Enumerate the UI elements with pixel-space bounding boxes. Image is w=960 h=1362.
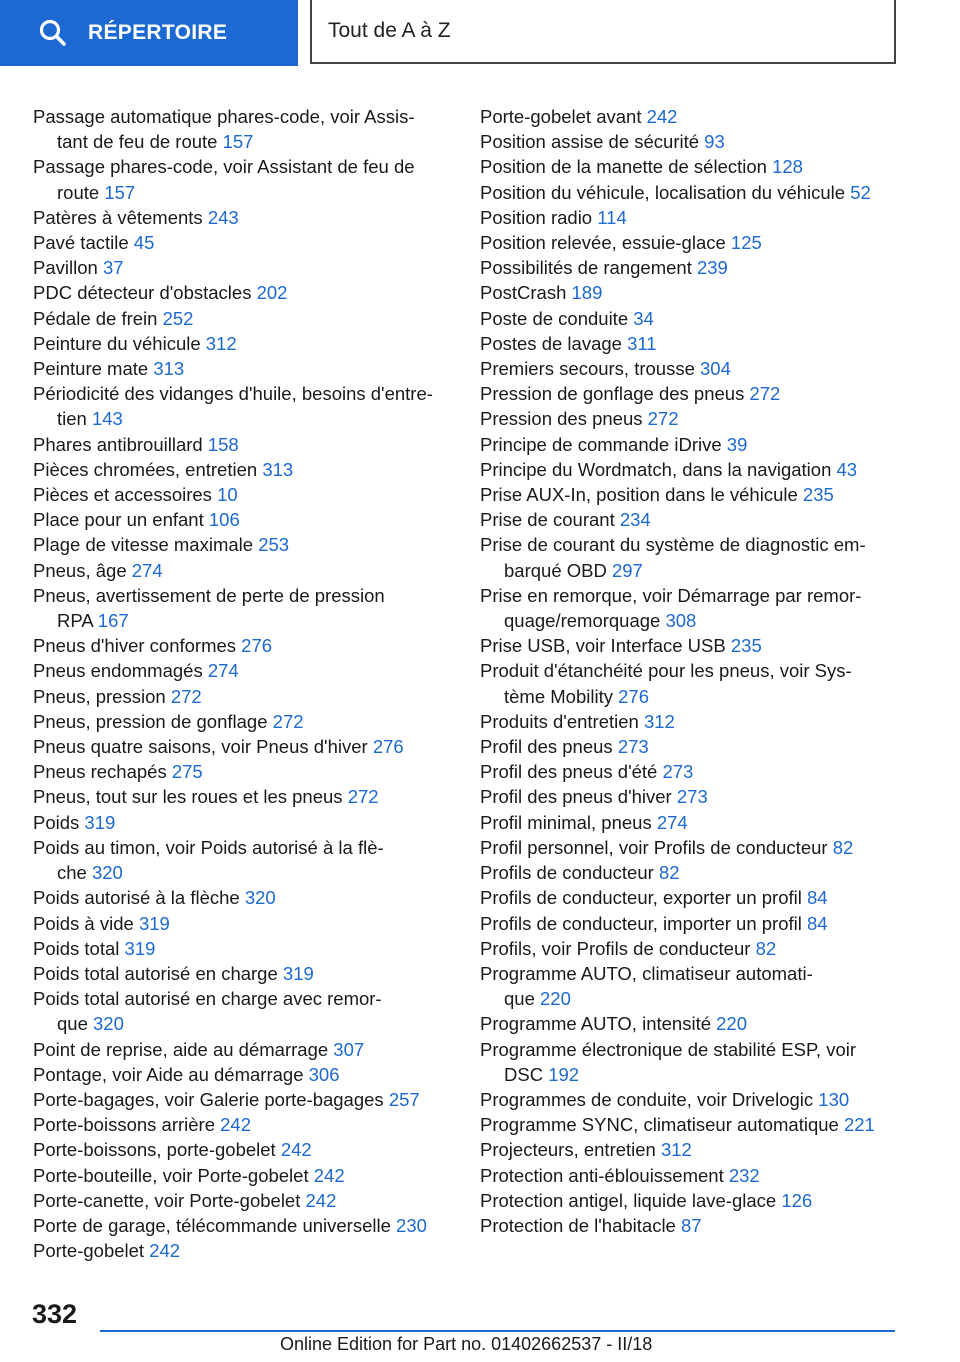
page-link[interactable]: 235 bbox=[802, 484, 834, 506]
entry-text: Profil des pneus d'été bbox=[480, 761, 658, 783]
entry-text: Patères à vêtements bbox=[33, 206, 203, 228]
entry-continuation-text: che bbox=[57, 862, 87, 884]
entry-text: Projecteurs, entretien bbox=[480, 1139, 656, 1161]
entry-text: Premiers secours, trousse bbox=[480, 358, 695, 380]
index-entry bbox=[33, 1238, 463, 1263]
entry-text: Profil personnel, voir Profils de conducteur bbox=[480, 836, 828, 858]
index-entry bbox=[33, 306, 463, 331]
index-entry bbox=[33, 734, 463, 759]
entry-text: PostCrash bbox=[480, 282, 567, 304]
entry-text: Phares antibrouillard bbox=[33, 433, 203, 455]
page-link[interactable]: 126 bbox=[781, 1189, 813, 1211]
page-link[interactable]: 84 bbox=[807, 887, 828, 909]
page-link[interactable]: 114 bbox=[597, 206, 627, 228]
index-entry bbox=[480, 1087, 920, 1112]
entry-continuation-text: que bbox=[57, 1013, 88, 1035]
index-entry bbox=[33, 280, 463, 305]
entry-text: Profils de conducteur, importer un profil bbox=[480, 912, 802, 934]
index-entry bbox=[480, 255, 920, 280]
index-entry bbox=[480, 532, 920, 582]
entry-text: Poids total autorisé en charge avec remor- bbox=[33, 988, 382, 1010]
page-link[interactable]: 158 bbox=[207, 433, 239, 455]
page-link[interactable]: 220 bbox=[540, 988, 571, 1010]
index-entry bbox=[480, 205, 920, 230]
entry-text: Programme AUTO, climatiseur automati- bbox=[480, 962, 813, 984]
entry-continuation-text: tème Mobility bbox=[504, 685, 613, 707]
entry-text: Porte-bagages, voir Galerie porte-bagages bbox=[33, 1088, 384, 1110]
page-link[interactable]: 34 bbox=[633, 307, 654, 329]
entry-text: Principe du Wordmatch, dans la navigation bbox=[480, 458, 832, 480]
index-entry bbox=[480, 961, 920, 1011]
index-entry bbox=[480, 911, 920, 936]
page-link[interactable]: 143 bbox=[91, 408, 123, 430]
page-link[interactable]: 253 bbox=[258, 534, 290, 556]
page-link[interactable]: 272 bbox=[749, 383, 781, 405]
index-entry bbox=[480, 1137, 920, 1162]
page-link[interactable]: 192 bbox=[548, 1063, 580, 1085]
entry-text: Pneus d'hiver conformes bbox=[33, 635, 237, 657]
index-entry bbox=[480, 180, 920, 205]
index-entry bbox=[480, 432, 920, 457]
page-link[interactable]: 39 bbox=[726, 433, 748, 455]
entry-text: Pneus, pression de gonflage bbox=[33, 710, 268, 732]
page-link[interactable]: 87 bbox=[681, 1214, 702, 1236]
entry-text: Position assise de sécurité bbox=[480, 131, 700, 153]
entry-continuation bbox=[492, 1062, 920, 1087]
page-link[interactable]: 242 bbox=[220, 1114, 252, 1136]
page-link[interactable]: 304 bbox=[700, 358, 731, 380]
entry-text: Passage automatique phares-code, voir Assis- bbox=[33, 106, 415, 127]
page-link[interactable]: 274 bbox=[207, 660, 239, 682]
page-link[interactable]: 276 bbox=[241, 635, 273, 657]
page-link[interactable]: 275 bbox=[171, 761, 203, 783]
entry-continuation-text: que bbox=[504, 988, 535, 1010]
page-link[interactable]: 311 bbox=[627, 332, 657, 354]
index-entry bbox=[33, 507, 463, 532]
entry-text: Position de la manette de sélection bbox=[480, 156, 767, 178]
repertoire-button[interactable] bbox=[0, 0, 298, 66]
index-entry bbox=[33, 936, 463, 961]
entry-text: Position du véhicule, localisation du véhicule bbox=[480, 181, 846, 203]
page-link[interactable]: 274 bbox=[131, 559, 163, 581]
entry-text: Position radio bbox=[480, 206, 593, 228]
entry-text: Porte de garage, télécommande universelle bbox=[33, 1214, 391, 1236]
index-entry bbox=[33, 1137, 463, 1162]
entry-text: PDC détecteur d'obstacles bbox=[33, 282, 252, 304]
entry-text: Plage de vitesse maximale bbox=[33, 534, 254, 556]
entry-continuation bbox=[45, 406, 463, 431]
page-link[interactable]: 45 bbox=[133, 232, 155, 254]
index-entry bbox=[480, 104, 920, 129]
entry-text: Profil minimal, pneus bbox=[480, 811, 652, 833]
page-link[interactable]: 128 bbox=[772, 156, 803, 178]
page-link[interactable]: 93 bbox=[704, 131, 725, 153]
index-entry bbox=[480, 583, 920, 633]
index-entry bbox=[480, 835, 920, 860]
entry-text: Pneus endommagés bbox=[33, 660, 203, 682]
page-number: 332 bbox=[32, 1299, 78, 1329]
index-column-left bbox=[33, 104, 463, 1263]
entry-text: Poste de conduite bbox=[480, 307, 629, 329]
tab-a-to-z-label: Tout de A à Z bbox=[328, 19, 451, 42]
index-entry bbox=[480, 1188, 920, 1213]
entry-continuation-text: route bbox=[57, 181, 100, 203]
index-entry bbox=[33, 154, 463, 204]
page-link[interactable]: 189 bbox=[571, 282, 603, 304]
page-link[interactable]: 312 bbox=[643, 710, 675, 732]
page-link[interactable]: 306 bbox=[308, 1063, 340, 1085]
page-link[interactable]: 242 bbox=[280, 1139, 312, 1161]
page-link[interactable]: 307 bbox=[333, 1038, 365, 1060]
entry-text: Postes de lavage bbox=[480, 332, 622, 354]
page-link[interactable]: 273 bbox=[676, 786, 708, 808]
index-entry bbox=[33, 759, 463, 784]
index-entry bbox=[480, 129, 920, 154]
page-link[interactable]: 82 bbox=[832, 836, 854, 858]
index-entry bbox=[33, 911, 463, 936]
index-entry bbox=[33, 835, 463, 885]
index-entry bbox=[480, 734, 920, 759]
entry-text: Profils, voir Profils de conducteur bbox=[480, 937, 751, 959]
index-entry bbox=[33, 810, 463, 835]
index-entry bbox=[480, 1037, 920, 1087]
index-entry bbox=[480, 482, 920, 507]
entry-continuation-text: tien bbox=[57, 408, 87, 430]
entry-text: Poids au timon, voir Poids autorisé à la flè- bbox=[33, 836, 384, 858]
entry-text: Point de reprise, aide au démarrage bbox=[33, 1038, 329, 1060]
page-link[interactable]: 320 bbox=[93, 1013, 124, 1035]
page-link[interactable]: 308 bbox=[665, 610, 697, 632]
entry-continuation-text: quage/remorquage bbox=[504, 610, 661, 632]
index-entry bbox=[480, 507, 920, 532]
entry-text: Pneus rechapés bbox=[33, 761, 167, 783]
entry-text: Programmes de conduite, voir Drivelogic bbox=[480, 1088, 814, 1110]
page-link[interactable]: 125 bbox=[730, 232, 762, 254]
page-link[interactable]: 130 bbox=[818, 1088, 850, 1110]
page-link[interactable]: 257 bbox=[388, 1088, 420, 1110]
index-entry bbox=[33, 633, 463, 658]
entry-continuation-text: RPA bbox=[57, 610, 93, 632]
page-link[interactable]: 320 bbox=[91, 862, 123, 884]
index-entry bbox=[480, 1163, 920, 1188]
page-link[interactable]: 157 bbox=[104, 181, 136, 203]
index-entry bbox=[33, 1163, 463, 1188]
entry-continuation bbox=[492, 684, 920, 709]
page-link[interactable]: 230 bbox=[396, 1214, 427, 1236]
page-link[interactable]: 242 bbox=[646, 106, 678, 127]
page-link[interactable]: 297 bbox=[611, 559, 643, 581]
page-link[interactable]: 319 bbox=[124, 937, 156, 959]
entry-text: Poids total bbox=[33, 937, 120, 959]
entry-text: Pièces chromées, entretien bbox=[33, 458, 258, 480]
index-entry bbox=[33, 331, 463, 356]
entry-text: Poids autorisé à la flèche bbox=[33, 887, 240, 909]
entry-text: Prise AUX-In, position dans le véhicule bbox=[480, 484, 798, 506]
page-link[interactable]: 106 bbox=[208, 509, 240, 531]
page-link[interactable]: 221 bbox=[843, 1114, 875, 1136]
entry-text: Position relevée, essuie-glace bbox=[480, 232, 726, 254]
entry-text: Pression des pneus bbox=[480, 408, 643, 430]
entry-text: Pontage, voir Aide au démarrage bbox=[33, 1063, 304, 1085]
page-link[interactable]: 37 bbox=[102, 257, 124, 279]
entry-text: Principe de commande iDrive bbox=[480, 433, 722, 455]
index-entry bbox=[480, 633, 920, 658]
page-link[interactable]: 82 bbox=[755, 937, 777, 959]
entry-text: Porte-gobelet avant bbox=[480, 106, 642, 127]
entry-text: Profil des pneus d'hiver bbox=[480, 786, 672, 808]
index-entry bbox=[33, 255, 463, 280]
index-entry bbox=[33, 1112, 463, 1137]
page-link[interactable]: 167 bbox=[97, 610, 129, 632]
index-entry bbox=[33, 482, 463, 507]
page-link[interactable]: 10 bbox=[217, 484, 238, 506]
page-link[interactable]: 52 bbox=[850, 181, 871, 203]
entry-text: Possibilités de rangement bbox=[480, 257, 692, 279]
entry-continuation bbox=[45, 860, 463, 885]
entry-continuation bbox=[45, 1011, 463, 1036]
entry-text: Peinture mate bbox=[33, 358, 149, 380]
index-entry bbox=[480, 381, 920, 406]
entry-text: Protection antigel, liquide lave-glace bbox=[480, 1189, 777, 1211]
entry-text: Porte-canette, voir Porte-gobelet bbox=[33, 1189, 301, 1211]
page-link[interactable]: 273 bbox=[617, 736, 649, 758]
entry-text: Programme électronique de stabilité ESP, voir bbox=[480, 1038, 857, 1060]
entry-continuation bbox=[45, 129, 463, 154]
index-entry bbox=[33, 104, 463, 154]
page-link[interactable]: 272 bbox=[170, 685, 202, 707]
page-link[interactable]: 313 bbox=[153, 358, 185, 380]
page-link[interactable]: 220 bbox=[716, 1013, 748, 1035]
entry-continuation bbox=[492, 986, 920, 1011]
entry-continuation-text: barqué OBD bbox=[504, 559, 607, 581]
tab-a-to-z[interactable] bbox=[310, 0, 896, 64]
page-link[interactable]: 319 bbox=[282, 962, 314, 984]
page-link[interactable]: 235 bbox=[730, 635, 762, 657]
index-entry bbox=[33, 381, 463, 431]
entry-text: Profils de conducteur, exporter un profil bbox=[480, 887, 802, 909]
index-entry bbox=[33, 709, 463, 734]
entry-text: Programme AUTO, intensité bbox=[480, 1013, 711, 1035]
entry-text: Pression de gonflage des pneus bbox=[480, 383, 745, 405]
page-link[interactable]: 234 bbox=[619, 509, 651, 531]
page-link[interactable]: 242 bbox=[313, 1164, 345, 1186]
page-link[interactable]: 273 bbox=[662, 761, 694, 783]
index-entry bbox=[33, 658, 463, 683]
page-link[interactable]: 43 bbox=[836, 458, 858, 480]
entry-text: Peinture du véhicule bbox=[33, 332, 201, 354]
entry-text: Pneus, tout sur les roues et les pneus bbox=[33, 786, 343, 808]
index-entry bbox=[33, 457, 463, 482]
index-entry bbox=[33, 1213, 463, 1238]
entry-text: Produits d'entretien bbox=[480, 710, 639, 732]
page-link[interactable]: 272 bbox=[347, 786, 379, 808]
page-link[interactable]: 312 bbox=[205, 332, 237, 354]
index-entry bbox=[33, 205, 463, 230]
repertoire-label: RÉPERTOIRE bbox=[88, 21, 228, 44]
index-entry bbox=[480, 356, 920, 381]
page-link[interactable]: 239 bbox=[696, 257, 728, 279]
index-entry bbox=[480, 1213, 920, 1238]
index-entry bbox=[33, 1062, 463, 1087]
entry-text: Porte-boissons, porte-gobelet bbox=[33, 1139, 276, 1161]
entry-text: Pavé tactile bbox=[33, 232, 129, 254]
page-link[interactable]: 272 bbox=[272, 710, 304, 732]
entry-text: Pédale de frein bbox=[33, 307, 158, 329]
entry-text: Porte-bouteille, voir Porte-gobelet bbox=[33, 1164, 309, 1186]
entry-text: Passage phares-code, voir Assistant de feu de bbox=[33, 156, 415, 178]
entry-continuation-text: tant de feu de route bbox=[57, 131, 218, 153]
index-entry bbox=[33, 583, 463, 633]
entry-text: Programme SYNC, climatiseur automatique bbox=[480, 1114, 839, 1136]
entry-continuation bbox=[492, 558, 920, 583]
page-link[interactable]: 276 bbox=[618, 685, 649, 707]
page-link[interactable]: 252 bbox=[162, 307, 194, 329]
search-icon bbox=[38, 18, 68, 48]
entry-continuation bbox=[45, 608, 463, 633]
index-entry bbox=[33, 986, 463, 1036]
index-entry bbox=[480, 759, 920, 784]
entry-text: Pavillon bbox=[33, 257, 98, 279]
index-entry bbox=[33, 961, 463, 986]
index-entry bbox=[480, 331, 920, 356]
entry-text: Prise en remorque, voir Démarrage par remor- bbox=[480, 584, 862, 606]
page-link[interactable]: 242 bbox=[305, 1189, 337, 1211]
entry-text: Poids total autorisé en charge bbox=[33, 962, 278, 984]
index-entry bbox=[33, 558, 463, 583]
page-link[interactable]: 243 bbox=[207, 206, 239, 228]
page-link[interactable]: 202 bbox=[256, 282, 288, 304]
page-link[interactable]: 272 bbox=[647, 408, 679, 430]
index-entry bbox=[33, 885, 463, 910]
entry-text: Prise de courant du système de diagnostic em- bbox=[480, 534, 866, 556]
entry-text: Pneus, âge bbox=[33, 559, 127, 581]
header bbox=[0, 0, 960, 68]
page-link[interactable]: 157 bbox=[222, 131, 254, 153]
page-link[interactable]: 82 bbox=[658, 862, 680, 884]
entry-text: Profils de conducteur bbox=[480, 862, 654, 884]
entry-text: Périodicité des vidanges d'huile, besoins d'entre- bbox=[33, 383, 433, 405]
entry-text: Pneus, pression bbox=[33, 685, 166, 707]
page-link[interactable]: 319 bbox=[84, 811, 116, 833]
index-entry bbox=[33, 684, 463, 709]
entry-continuation-text: DSC bbox=[504, 1063, 544, 1085]
index-entry bbox=[480, 154, 920, 179]
index-entry bbox=[480, 1011, 920, 1036]
entry-text: Profil des pneus bbox=[480, 736, 613, 758]
page-link[interactable]: 319 bbox=[138, 912, 170, 934]
entry-text: Poids bbox=[33, 811, 80, 833]
index-entry bbox=[480, 280, 920, 305]
index-entry bbox=[480, 658, 920, 708]
entry-continuation bbox=[492, 608, 920, 633]
page-link[interactable]: 320 bbox=[244, 887, 276, 909]
index-entry bbox=[480, 810, 920, 835]
index-entry bbox=[480, 784, 920, 809]
entry-text: Porte-boissons arrière bbox=[33, 1114, 215, 1136]
entry-text: Protection anti-éblouissement bbox=[480, 1164, 724, 1186]
footer-divider bbox=[100, 1330, 895, 1332]
index-column-right bbox=[480, 104, 920, 1238]
index-entry bbox=[480, 457, 920, 482]
entry-text: Place pour un enfant bbox=[33, 509, 204, 531]
index-entry bbox=[480, 406, 920, 431]
entry-text: Prise de courant bbox=[480, 509, 615, 531]
index-entry bbox=[480, 230, 920, 255]
page-link[interactable]: 232 bbox=[728, 1164, 760, 1186]
index-entry bbox=[33, 1188, 463, 1213]
index-entry bbox=[33, 1087, 463, 1112]
index-entry bbox=[480, 1112, 920, 1137]
footer bbox=[280, 1334, 652, 1355]
entry-text: Porte-gobelet bbox=[33, 1240, 145, 1262]
entry-text: Produit d'étanchéité pour les pneus, voir Sys- bbox=[480, 660, 852, 682]
index-entry bbox=[480, 936, 920, 961]
page-link[interactable]: 274 bbox=[656, 811, 688, 833]
index-entry bbox=[33, 532, 463, 557]
page-link[interactable]: 242 bbox=[149, 1240, 181, 1262]
page-link[interactable]: 84 bbox=[807, 912, 828, 934]
entry-text: Protection de l'habitacle bbox=[480, 1214, 676, 1236]
index-entry bbox=[480, 306, 920, 331]
index-entry bbox=[33, 230, 463, 255]
index-entry bbox=[480, 885, 920, 910]
index-entry bbox=[33, 356, 463, 381]
entry-text: Prise USB, voir Interface USB bbox=[480, 635, 726, 657]
index-entry bbox=[33, 784, 463, 809]
entry-text: Pneus, avertissement de perte de pression bbox=[33, 584, 385, 606]
index-entry bbox=[480, 860, 920, 885]
entry-text: Poids à vide bbox=[33, 912, 134, 934]
entry-text: Pneus quatre saisons, voir Pneus d'hiver bbox=[33, 736, 368, 758]
index-entry bbox=[33, 1037, 463, 1062]
index-entry bbox=[33, 432, 463, 457]
edition-text: Online Edition for Part no. 01402662537 - II/18 bbox=[280, 1334, 653, 1354]
page-link[interactable]: 276 bbox=[372, 736, 404, 758]
entry-continuation bbox=[45, 180, 463, 205]
index-entry bbox=[480, 709, 920, 734]
page-link[interactable]: 313 bbox=[262, 458, 294, 480]
entry-text: Pièces et accessoires bbox=[33, 484, 212, 506]
page-link[interactable]: 312 bbox=[660, 1139, 692, 1161]
